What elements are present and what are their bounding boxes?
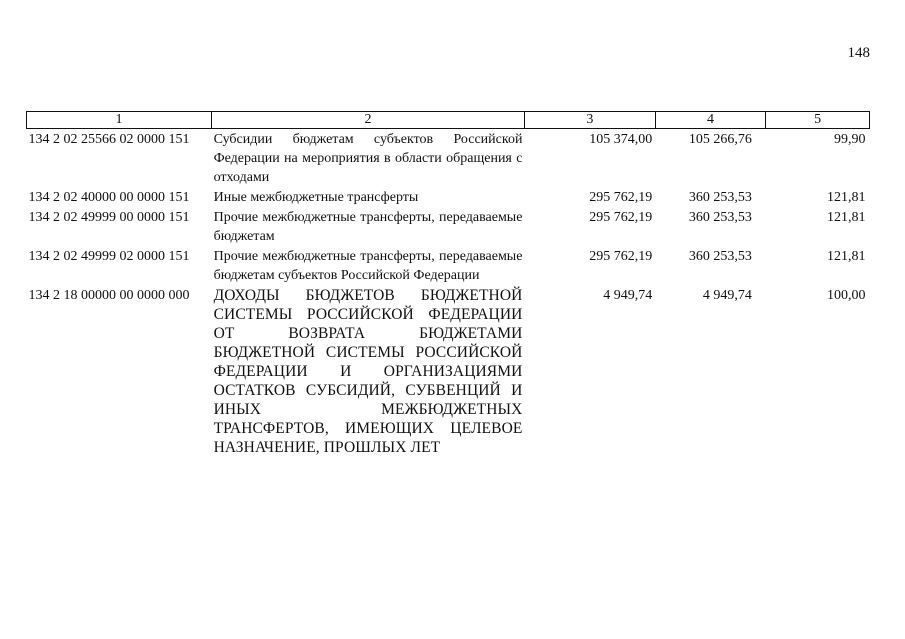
column-header-5: 5 xyxy=(766,112,870,129)
budget-code-cell: 134 2 02 25566 02 0000 151 xyxy=(28,132,190,147)
income-name-cell: ДОХОДЫ БЮДЖЕТОВ БЮДЖЕТНОЙ СИСТЕМЫ РОССИЙСКОЙ ФЕДЕРАЦИИ ОТ ВОЗВРАТА БЮДЖЕТАМИ БЮДЖЕТНОЙ СИСТЕМЫ РОССИЙСКОЙ ФЕДЕРАЦИИ И ОРГАНИЗАЦИЯМИ ОСТАТКОВ СУБСИДИЙ, СУБВЕНЦИЙ И ИНЫХ МЕЖБЮДЖЕТНЫХ ТРАНСФЕРТОВ, ИМЕЮЩИХ ЦЕЛЕВОЕ НАЗНАЧЕНИЕ, ПРОШЛЫХ ЛЕТ xyxy=(213,287,523,456)
table-row xyxy=(27,285,870,457)
plan-value-cell: 105 374,00 xyxy=(589,132,653,147)
income-name-cell: Прочие межбюджетные трансферты, передаваемые бюджетам субъектов Российской Федерации xyxy=(213,249,523,283)
plan-value-cell: 295 762,19 xyxy=(589,249,653,264)
table-row xyxy=(27,129,870,188)
percent-value-cell: 121,81 xyxy=(827,190,866,205)
income-name-cell: Прочие межбюджетные трансферты, передаваемые бюджетам xyxy=(213,210,523,244)
percent-value-cell: 121,81 xyxy=(827,210,866,225)
page-number: 148 xyxy=(847,45,870,61)
column-header-2: 2 xyxy=(212,112,525,129)
actual-value-cell: 4 949,74 xyxy=(702,288,752,303)
budget-code-cell: 134 2 18 00000 00 0000 000 xyxy=(28,288,190,303)
actual-value-cell: 360 253,53 xyxy=(688,210,752,225)
budget-table xyxy=(26,111,870,457)
percent-value-cell: 99,90 xyxy=(834,132,866,147)
plan-value-cell: 295 762,19 xyxy=(589,190,653,205)
budget-code-cell: 134 2 02 49999 00 0000 151 xyxy=(28,210,190,225)
budget-code-cell: 134 2 02 40000 00 0000 151 xyxy=(28,190,190,205)
column-header-3: 3 xyxy=(524,112,655,129)
table-row xyxy=(27,207,870,246)
actual-value-cell: 360 253,53 xyxy=(688,190,752,205)
income-name-cell: Иные межбюджетные трансферты xyxy=(213,190,419,205)
table-row xyxy=(27,187,870,207)
actual-value-cell: 360 253,53 xyxy=(688,249,752,264)
table-header-row xyxy=(27,112,870,129)
column-header-1: 1 xyxy=(27,112,212,129)
actual-value-cell: 105 266,76 xyxy=(688,132,752,147)
plan-value-cell: 4 949,74 xyxy=(603,288,653,303)
income-name-cell: Субсидии бюджетам субъектов Российской Федерации на мероприятия в области обращения с отходами xyxy=(213,132,523,185)
budget-code-cell: 134 2 02 49999 02 0000 151 xyxy=(28,249,190,264)
column-header-4: 4 xyxy=(655,112,766,129)
percent-value-cell: 100,00 xyxy=(827,288,866,303)
plan-value-cell: 295 762,19 xyxy=(589,210,653,225)
percent-value-cell: 121,81 xyxy=(827,249,866,264)
table-row xyxy=(27,246,870,285)
